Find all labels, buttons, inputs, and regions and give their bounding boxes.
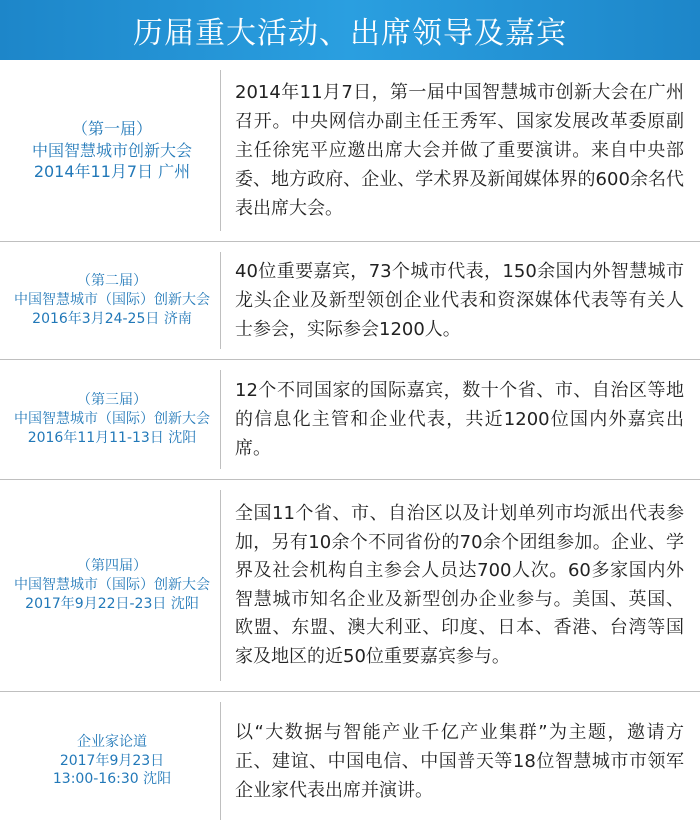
event-date: 2017年9月23日 [59,752,165,769]
event-time: 13:00-16:30 沈阳 [52,771,172,788]
event-name: 中国智慧城市（国际）创新大会 [14,411,210,428]
event-row [0,242,700,360]
event-meta [0,118,220,183]
event-session: （第一届） [71,119,152,139]
event-name: 企业家论道 [77,733,147,750]
event-description: 全国11个省、市、自治区以及计划单列市均派出代表参加，另有10余个不同省份的70余个团组参加。企业、学界及社会机构自主参会人员达700人次。60多家国内外智慧城市知名企业及新型创办企业参与。美国、英国、欧盟、东盟、澳大利亚、印度、日本、香港、台湾等国家及地区的近50位重要嘉宾参与。 [235,503,684,667]
event-row [0,360,700,480]
event-session: （第四届） [77,558,147,575]
event-row [0,692,700,830]
event-name: 中国智慧城市（国际）创新大会 [14,577,210,594]
event-description: 40位重要嘉宾，73个城市代表，150余国内外智慧城市龙头企业及新型领创企业代表和资深媒体代表等有关人士参会，实际参会1200人。 [235,261,684,340]
event-session: （第三届） [77,392,147,409]
page-title: 历届重大活动、出席领导及嘉宾 [133,16,567,51]
event-meta [0,272,220,329]
event-date: 2016年3月24-25日 济南 [32,310,192,327]
event-session: （第二届） [77,273,147,290]
event-meta [0,391,220,448]
events-table [0,60,700,830]
event-description: 以“大数据与智能产业千亿产业集群”为主题，邀请方正、建谊、中国电信、中国普天等18位智慧城市市领军企业家代表出席并演讲。 [235,721,684,801]
event-meta [0,557,220,614]
event-description: 12个不同国家的国际嘉宾，数十个省、市、自治区等地的信息化主管和企业代表，共近1200位国内外嘉宾出席。 [235,380,684,459]
event-date: 2017年9月22日-23日 沈阳 [25,595,199,612]
page-header [0,0,700,60]
event-description: 2014年11月7日，第一届中国智慧城市创新大会在广州召开。中央网信办副主任王秀军、国家发展改革委原副主任徐宪平应邀出席大会并做了重要演讲。来自中央部委、地方政府、企业、学术界及新闻媒体界的600余名代表出席大会。 [235,82,684,219]
event-date: 2016年11月11-13日 沈阳 [27,429,197,446]
event-date: 2014年11月7日 广州 [33,162,191,182]
event-name: 中国智慧城市创新大会 [31,140,192,160]
event-row [0,60,700,242]
event-row [0,480,700,692]
event-name: 中国智慧城市（国际）创新大会 [14,292,210,309]
event-meta [0,733,220,790]
